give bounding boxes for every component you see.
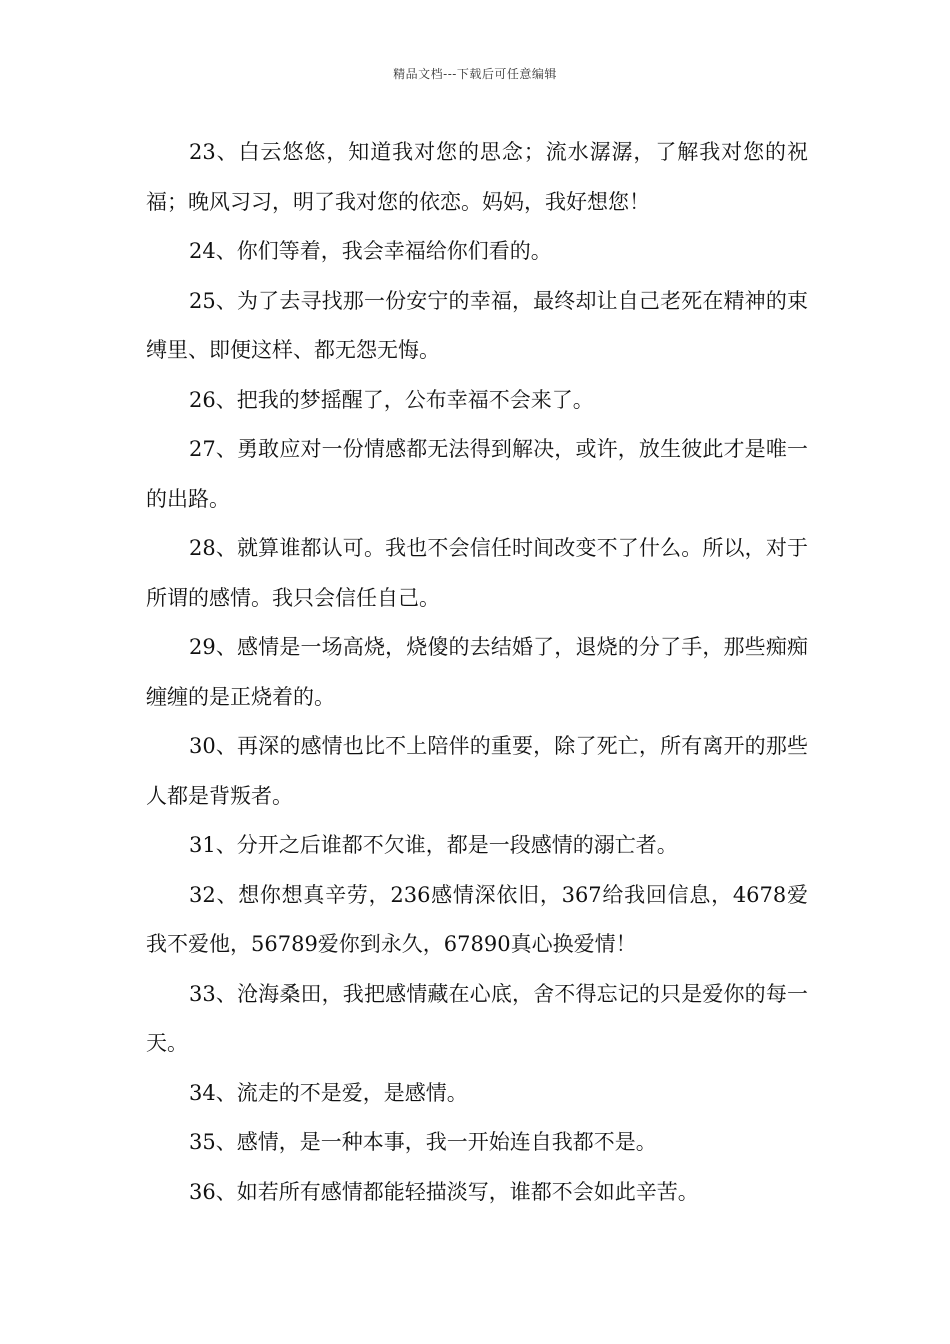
paragraph-25: 25、为了去寻找那一份安宁的幸福，最终却让自己老死在精神的束缚里、即便这样、都无怨无悔。: [146, 288, 808, 362]
paragraph-36: 36、如若所有感情都能轻描淡写，谁都不会如此辛苦。: [189, 1179, 699, 1204]
paragraph-31: 31、分开之后谁都不欠谁，都是一段感情的溺亡者。: [189, 833, 678, 857]
paragraph-35: 35、感情，是一种本事，我一开始连自我都不是。: [189, 1130, 657, 1154]
paragraph-30: 30、再深的感情也比不上陪伴的重要，除了死亡，所有离开的那些人都是背叛者。: [146, 734, 808, 808]
paragraph-28: 28、就算谁都认可。我也不会信任时间改变不了什么。所以，对于所谓的感情。我只会信任自己。: [146, 536, 808, 610]
paragraph-23: 23、白云悠悠，知道我对您的思念；流水潺潺，了解我对您的祝福；晚风习习，明了我对您的依恋。妈妈，我好想您！: [146, 140, 808, 214]
paragraph-29: 29、感情是一场高烧，烧傻的去结婚了，退烧的分了手，那些痴痴缠缠的是正烧着的。: [146, 635, 808, 709]
page-header: 精品文档---下载后可任意编辑: [393, 67, 557, 81]
paragraph-26: 26、把我的梦摇醒了，公布幸福不会来了。: [189, 387, 594, 412]
paragraph-27: 27、勇敢应对一份情感都无法得到解决，或许，放生彼此才是唯一的出路。: [146, 437, 808, 511]
paragraph-24: 24、你们等着，我会幸福给你们看的。: [189, 239, 552, 263]
paragraph-34: 34、流走的不是爱，是感情。: [189, 1080, 468, 1105]
document-body: [146, 128, 808, 1217]
paragraph-33: 33、沧海桑田，我把感情藏在心底，舍不得忘记的只是爱你的每一天。: [146, 981, 808, 1055]
paragraph-32: 32、想你想真辛劳，236感情深依旧，367给我回信息，4678爱我不爱他，56789爱你到永久，67890真心换爱情！: [146, 882, 808, 956]
